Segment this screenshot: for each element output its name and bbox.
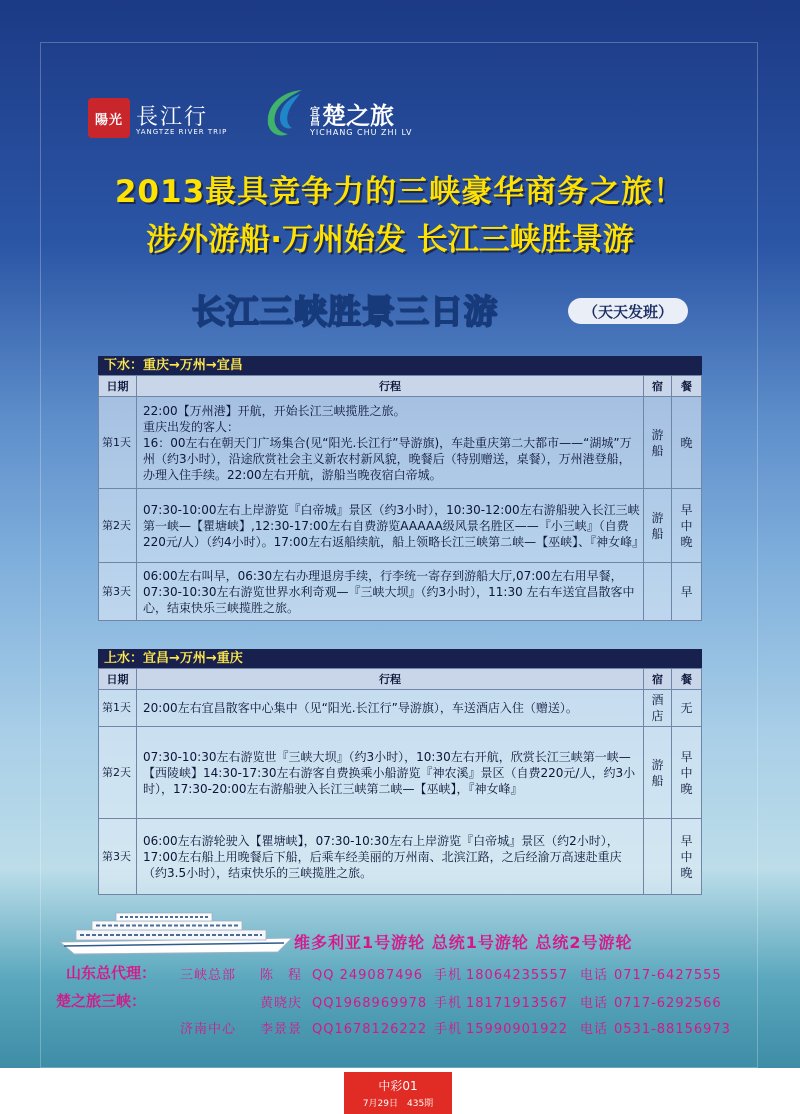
downstream-table — [98, 375, 702, 621]
page-badge — [344, 1072, 452, 1114]
phone-label: 电话 — [580, 996, 609, 1011]
contact-phone: 0531-88156973 — [614, 1022, 731, 1037]
ships-line: 维多利亚1号游轮 总统1号游轮 总统2号游轮 — [294, 933, 633, 952]
upstream-table — [98, 668, 702, 895]
row-stay: 游船 — [644, 727, 672, 819]
daily-departure-badge: （天天发班） — [568, 298, 688, 324]
page-badge-issue: 7月29日 435期 — [362, 1099, 434, 1109]
upstream-section — [98, 649, 702, 895]
contact-qq: QQ1968969978 — [312, 996, 428, 1011]
row-stay — [644, 563, 672, 621]
contact-qq: QQ 249087496 — [312, 968, 424, 983]
chu-zhi-lv-leaf-icon — [262, 88, 306, 138]
contact-name: 李景景 — [260, 1022, 303, 1037]
yangtze-river-trip-name: 長江行 — [136, 105, 209, 130]
yichang-small-text: 宜昌 — [310, 106, 320, 128]
row-day: 第3天 — [99, 819, 137, 895]
table-row — [99, 727, 702, 819]
row-day: 第1天 — [99, 690, 137, 727]
table-row — [99, 397, 702, 489]
table-header-row — [99, 376, 702, 397]
contact-mobile: 15990901922 — [466, 1022, 568, 1037]
table-header-row — [99, 669, 702, 690]
row-itinerary: 07:30-10:00左右上岸游览『白帝城』景区（约3小时），10:30-12:00左右游船驶入长江三峡第一峡—【瞿塘峡】,12:30-17:00左右自费游览AAAAA级风景名胜区——『小三峡』（自费220元/人）（约4小时）。17:00左右返船续航，船上领略长江三峡第二峡—【巫峡】、『神女峰』 — [137, 489, 644, 563]
chu-zhi-lv-subtitle: YICHANG CHU ZHI LV — [310, 128, 413, 137]
contact-row — [180, 992, 722, 1011]
header-meal: 餐 — [672, 376, 702, 397]
header-meal: 餐 — [672, 669, 702, 690]
contact-phone: 0717-6427555 — [614, 968, 722, 983]
mobile-label: 手机 — [434, 1022, 463, 1037]
table-row — [99, 819, 702, 895]
logo-row — [88, 88, 488, 148]
row-day: 第1天 — [99, 397, 137, 489]
table-row — [99, 489, 702, 563]
row-day: 第3天 — [99, 563, 137, 621]
header-itinerary: 行程 — [137, 669, 644, 690]
contact-mobile: 18064235557 — [466, 968, 568, 983]
phone-label: 电话 — [580, 968, 609, 983]
header-stay: 宿 — [644, 376, 672, 397]
chu-zhi-lv-text: 楚之旅 — [322, 101, 394, 130]
row-day: 第2天 — [99, 727, 137, 819]
mobile-label: 手机 — [434, 968, 463, 983]
row-stay: 酒店 — [644, 690, 672, 727]
contact-mobile: 18171913567 — [466, 996, 568, 1011]
row-meal: 早中晚 — [672, 819, 702, 895]
contact-office: 济南中心 — [180, 1022, 237, 1037]
contact-row — [180, 1018, 731, 1037]
row-itinerary: 22:00【万州港】开航，开始长江三峡揽胜之旅。 重庆出发的客人： 16：00左右在朝天门广场集合(见“阳光.长江行”导游旗)，车赴重庆第二大都市——“湖城”万州（约3小时），沿途欣赏社会主义新农村新风貌，晚餐后（特别赠送，桌餐），万州港登船，办理入住手续。22:00左右开航，游船当晚夜宿白帝城。 — [137, 397, 644, 489]
downstream-section — [98, 356, 702, 621]
contact-name: 黄晓庆 — [260, 996, 303, 1011]
row-itinerary: 20:00左右宜昌散客中心集中（见“阳光.长江行”导游旗），车送酒店入住（赠送）。 — [137, 690, 644, 727]
phone-label: 电话 — [580, 1022, 609, 1037]
row-itinerary: 07:30-10:30左右游览世『三峡大坝』（约3小时），10:30左右开航，欣赏长江三峡第一峡—【西陵峡】14:30-17:30左右游客自费换乘小船游览『神农溪』景区（自费220元/人，约3小时），17:30-20:00左右游船驶入长江三峡第二峡—【巫峡】，『神女峰』 — [137, 727, 644, 819]
page-badge-label: 中彩01 — [378, 1079, 418, 1093]
cruise-ship-illustration — [56, 908, 300, 956]
table-row — [99, 563, 702, 621]
table-row — [99, 690, 702, 727]
tour-title: 长江三峡胜景三日游 — [192, 292, 498, 331]
mobile-label: 手机 — [434, 996, 463, 1011]
headline-2: 涉外游船·万州始发 长江三峡胜景游 — [146, 222, 634, 258]
headline-1: 2013最具竞争力的三峡豪华商务之旅！ — [114, 174, 686, 210]
contact-phone: 0717-6292566 — [614, 996, 722, 1011]
row-meal: 无 — [672, 690, 702, 727]
chu-zhi-lv-label: 楚之旅三峡： — [56, 992, 147, 1010]
chu-zhi-lv-name — [310, 96, 394, 131]
yangguang-seal-logo: 陽光 — [88, 98, 130, 138]
row-meal: 早中晚 — [672, 489, 702, 563]
row-stay — [644, 819, 672, 895]
header-day: 日期 — [99, 669, 137, 690]
row-day: 第2天 — [99, 489, 137, 563]
contact-qq: QQ1678126222 — [312, 1022, 428, 1037]
row-itinerary: 06:00左右叫早，06:30左右办理退房手续，行李统一寄存到游船大厅,07:00左右用早餐，07:30-10:30左右游览世界水利奇观—『三峡大坝』（约3小时），11:30 左右车送宜昌散客中心，结束快乐三峡揽胜之旅。 — [137, 563, 644, 621]
shandong-agent-label: 山东总代理： — [66, 964, 157, 982]
header-itinerary: 行程 — [137, 376, 644, 397]
row-meal: 晚 — [672, 397, 702, 489]
contact-row — [180, 964, 722, 983]
header-day: 日期 — [99, 376, 137, 397]
contact-office: 三峡总部 — [180, 968, 237, 983]
row-stay: 游船 — [644, 489, 672, 563]
row-itinerary: 06:00左右游轮驶入【瞿塘峡】，07:30-10:30左右上岸游览『白帝城』景区（约2小时），17:00左右船上用晚餐后下船，后乘车经美丽的万州南、北滨江路，之后经渝万高速赴重庆（约3.5小时），结束快乐的三峡揽胜之旅。 — [137, 819, 644, 895]
contact-name: 陈 程 — [260, 968, 303, 983]
row-meal: 早 — [672, 563, 702, 621]
upstream-title: 上水：宜昌→万州→重庆 — [98, 649, 702, 668]
downstream-title: 下水：重庆→万州→宜昌 — [98, 356, 702, 375]
row-meal: 早中晚 — [672, 727, 702, 819]
header-stay: 宿 — [644, 669, 672, 690]
row-stay: 游船 — [644, 397, 672, 489]
yangtze-river-trip-subtitle: YANGTZE RIVER TRIP — [136, 128, 228, 136]
